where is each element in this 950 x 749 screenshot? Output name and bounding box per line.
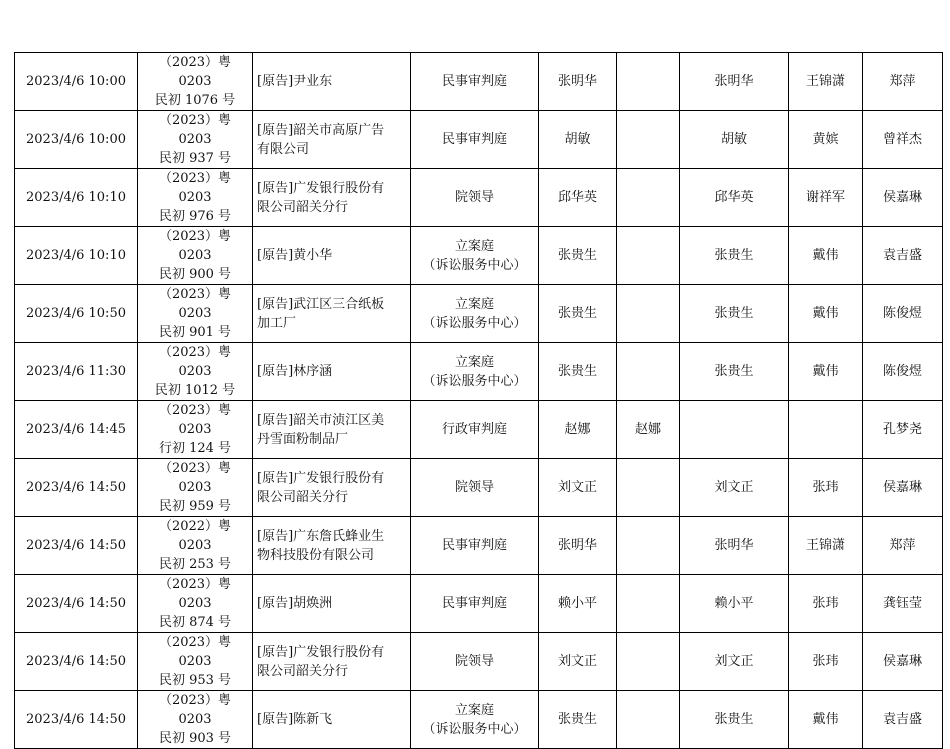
clerk-cell (863, 459, 943, 517)
case-number-cell (138, 343, 253, 401)
department-line1: 立案庭 (454, 238, 494, 254)
department-line1: 民事审判庭 (441, 538, 507, 553)
judge-2-cell (617, 343, 680, 401)
party-cell (253, 401, 411, 459)
case-number-line1: （2023）粤 0203 (158, 693, 232, 727)
clerk-cell (863, 169, 943, 227)
case-number-line2: 民初 1012 号 (154, 383, 236, 398)
clerk-cell (863, 633, 943, 691)
judge-2-cell (617, 169, 680, 227)
judge-4-cell (789, 111, 863, 169)
judge-3: 张明华 (714, 538, 754, 553)
judge-3-cell (680, 401, 789, 459)
presiding-judge: 邱华英 (557, 190, 597, 205)
judge-4: 张玮 (812, 596, 839, 611)
presiding-judge: 张明华 (557, 74, 597, 89)
department-line1: 立案庭 (454, 702, 494, 718)
judge-4-cell (789, 575, 863, 633)
judge-4: 戴伟 (812, 306, 839, 321)
clerk-cell (863, 227, 943, 285)
department-line1: 院领导 (454, 480, 494, 495)
clerk: 孔梦尧 (882, 422, 922, 437)
case-number-line1: （2022）粤 0203 (158, 519, 232, 553)
hearing-time-cell (15, 459, 138, 517)
hearing-time-cell (15, 633, 138, 691)
department-line2: （诉讼服务中心） (422, 257, 527, 273)
judge-4: 王锦潇 (805, 538, 845, 553)
party-line1: [原告]黄小华 (257, 248, 333, 263)
presiding-judge: 刘文正 (557, 480, 597, 495)
clerk-cell (863, 285, 943, 343)
hearing-time: 2023/4/6 14:50 (26, 654, 126, 669)
judge-3-cell (680, 285, 789, 343)
hearing-schedule-page (14, 52, 942, 749)
case-number-cell (138, 285, 253, 343)
table-row (15, 53, 943, 111)
case-number-line2: 民初 903 号 (158, 731, 232, 746)
party-cell (253, 633, 411, 691)
judge-4-cell (789, 285, 863, 343)
party-line1: [原告]胡焕洲 (257, 596, 333, 611)
judge-3: 张贵生 (714, 306, 754, 321)
department-cell (411, 401, 539, 459)
hearing-time: 2023/4/6 10:50 (26, 306, 126, 321)
judge-4-cell (789, 691, 863, 749)
hearing-time: 2023/4/6 14:50 (26, 596, 126, 611)
hearing-time: 2023/4/6 10:00 (26, 132, 126, 147)
hearing-time-cell (15, 227, 138, 285)
party-line1: [原告]陈新飞 (257, 712, 333, 727)
case-number-line2: 民初 900 号 (158, 267, 232, 282)
judge-3: 张贵生 (714, 248, 754, 263)
judge-2-cell (617, 111, 680, 169)
case-number-line2: 民初 253 号 (158, 557, 232, 572)
case-number-line2: 行初 124 号 (158, 441, 232, 456)
department-cell (411, 575, 539, 633)
department-line1: 立案庭 (454, 354, 494, 370)
party-cell (253, 53, 411, 111)
hearing-time-cell (15, 169, 138, 227)
judge-3: 赖小平 (714, 596, 754, 611)
hearing-time-cell (15, 285, 138, 343)
party-line1: [原告]韶关市浈江区美 (257, 412, 385, 428)
hearing-time: 2023/4/6 10:10 (26, 248, 126, 263)
judge-2-cell (617, 691, 680, 749)
department-cell (411, 227, 539, 285)
department-line2: （诉讼服务中心） (422, 721, 527, 737)
presiding-judge: 张贵生 (557, 364, 597, 379)
judge-4-cell (789, 169, 863, 227)
party-cell (253, 575, 411, 633)
case-number-line2: 民初 1076 号 (154, 93, 236, 108)
case-number-line2: 民初 937 号 (158, 151, 232, 166)
presiding-judge-cell (539, 111, 617, 169)
clerk: 郑萍 (889, 538, 916, 553)
department-line1: 民事审判庭 (441, 74, 507, 89)
party-cell (253, 111, 411, 169)
judge-3-cell (680, 459, 789, 517)
case-number-cell (138, 459, 253, 517)
clerk: 袁吉盛 (882, 712, 922, 727)
party-line2: 物科技股份有限公司 (257, 547, 375, 563)
judge-4: 王锦潇 (805, 74, 845, 89)
presiding-judge-cell (539, 517, 617, 575)
table-row (15, 111, 943, 169)
party-line1: [原告]广发银行股份有 (257, 644, 385, 660)
case-number-line1: （2023）粤 0203 (158, 577, 232, 611)
table-row (15, 633, 943, 691)
presiding-judge-cell (539, 575, 617, 633)
case-number-cell (138, 227, 253, 285)
judge-2-cell (617, 633, 680, 691)
judge-4-cell (789, 459, 863, 517)
table-row (15, 575, 943, 633)
case-number-line2: 民初 874 号 (158, 615, 232, 630)
party-line2: 限公司韶关分行 (257, 663, 349, 679)
judge-3: 张明华 (714, 74, 754, 89)
case-number-line2: 民初 901 号 (158, 325, 232, 340)
judge-4: 张玮 (812, 654, 839, 669)
clerk: 陈俊煜 (882, 364, 922, 379)
party-cell (253, 343, 411, 401)
case-number-line1: （2023）粤 0203 (158, 55, 232, 89)
clerk-cell (863, 401, 943, 459)
hearing-time-cell (15, 111, 138, 169)
judge-2: 赵娜 (634, 422, 661, 437)
judge-3-cell (680, 227, 789, 285)
presiding-judge-cell (539, 691, 617, 749)
department-cell (411, 169, 539, 227)
case-number-line1: （2023）粤 0203 (158, 287, 232, 321)
presiding-judge-cell (539, 169, 617, 227)
case-number-cell (138, 633, 253, 691)
presiding-judge-cell (539, 459, 617, 517)
party-line1: [原告]韶关市高原广告 (257, 122, 385, 138)
judge-4-cell (789, 401, 863, 459)
department-cell (411, 285, 539, 343)
hearing-time: 2023/4/6 14:50 (26, 712, 126, 727)
case-number-line1: （2023）粤 0203 (158, 461, 232, 495)
judge-3-cell (680, 53, 789, 111)
department-line1: 院领导 (454, 654, 494, 669)
case-number-cell (138, 691, 253, 749)
judge-2-cell (617, 53, 680, 111)
clerk-cell (863, 517, 943, 575)
hearing-time-cell (15, 343, 138, 401)
judge-2-cell (617, 575, 680, 633)
presiding-judge-cell (539, 401, 617, 459)
presiding-judge: 赵娜 (564, 422, 591, 437)
judge-4: 戴伟 (812, 364, 839, 379)
case-number-line1: （2023）粤 0203 (158, 113, 232, 147)
judge-3-cell (680, 169, 789, 227)
department-cell (411, 459, 539, 517)
judge-3: 张贵生 (714, 364, 754, 379)
party-line1: [原告]尹业东 (257, 74, 333, 89)
party-cell (253, 691, 411, 749)
party-line1: [原告]广发银行股份有 (257, 470, 385, 486)
department-line1: 民事审判庭 (441, 132, 507, 147)
party-cell (253, 459, 411, 517)
table-row (15, 459, 943, 517)
party-line2: 加工厂 (257, 315, 297, 331)
presiding-judge: 张明华 (557, 538, 597, 553)
clerk-cell (863, 53, 943, 111)
case-number-line2: 民初 959 号 (158, 499, 232, 514)
presiding-judge-cell (539, 285, 617, 343)
schedule-body (15, 53, 943, 749)
judge-3: 张贵生 (714, 712, 754, 727)
judge-4-cell (789, 517, 863, 575)
department-cell (411, 111, 539, 169)
judge-2-cell (617, 517, 680, 575)
hearing-time: 2023/4/6 11:30 (26, 364, 126, 379)
hearing-time-cell (15, 53, 138, 111)
presiding-judge: 胡敏 (564, 132, 591, 147)
case-number-line2: 民初 953 号 (158, 673, 232, 688)
department-line1: 院领导 (454, 190, 494, 205)
table-row (15, 343, 943, 401)
clerk-cell (863, 691, 943, 749)
judge-3-cell (680, 691, 789, 749)
presiding-judge-cell (539, 227, 617, 285)
department-line1: 民事审判庭 (441, 596, 507, 611)
judge-4: 张玮 (812, 480, 839, 495)
hearing-time-cell (15, 575, 138, 633)
case-number-line1: （2023）粤 0203 (158, 229, 232, 263)
judge-3-cell (680, 633, 789, 691)
judge-3: 刘文正 (714, 480, 754, 495)
table-row (15, 517, 943, 575)
judge-2-cell (617, 227, 680, 285)
department-cell (411, 691, 539, 749)
case-number-line1: （2023）粤 0203 (158, 171, 232, 205)
presiding-judge: 张贵生 (557, 306, 597, 321)
judge-3-cell (680, 343, 789, 401)
judge-4: 谢祥军 (805, 190, 845, 205)
hearing-time-cell (15, 517, 138, 575)
judge-3: 刘文正 (714, 654, 754, 669)
party-cell (253, 227, 411, 285)
party-line1: [原告]武江区三合纸板 (257, 296, 385, 312)
case-number-cell (138, 401, 253, 459)
judge-4: 戴伟 (812, 248, 839, 263)
party-line1: [原告]林序涵 (257, 364, 333, 379)
judge-2-cell (617, 459, 680, 517)
clerk-cell (863, 575, 943, 633)
party-line2: 丹雪面粉制品厂 (257, 431, 349, 447)
judge-3: 胡敏 (720, 132, 747, 147)
judge-3-cell (680, 517, 789, 575)
judge-3-cell (680, 111, 789, 169)
case-number-cell (138, 575, 253, 633)
clerk-cell (863, 343, 943, 401)
presiding-judge-cell (539, 53, 617, 111)
judge-3-cell (680, 575, 789, 633)
presiding-judge: 张贵生 (557, 712, 597, 727)
judge-2-cell (617, 401, 680, 459)
judge-4-cell (789, 633, 863, 691)
party-line2: 限公司韶关分行 (257, 199, 349, 215)
department-line2: （诉讼服务中心） (422, 315, 527, 331)
case-number-cell (138, 111, 253, 169)
party-line1: [原告]广发银行股份有 (257, 180, 385, 196)
clerk: 侯嘉琳 (882, 480, 922, 495)
judge-3: 邱华英 (714, 190, 754, 205)
party-cell (253, 169, 411, 227)
clerk: 龚钰莹 (882, 596, 922, 611)
judge-4: 黄嫔 (812, 132, 839, 147)
judge-4-cell (789, 227, 863, 285)
clerk: 袁吉盛 (882, 248, 922, 263)
hearing-time: 2023/4/6 10:00 (26, 74, 126, 89)
hearing-time: 2023/4/6 14:45 (26, 422, 126, 437)
department-cell (411, 517, 539, 575)
judge-4-cell (789, 53, 863, 111)
party-line1: [原告]广东詹氏蜂业生 (257, 528, 385, 544)
hearing-schedule-table (14, 52, 943, 749)
party-cell (253, 285, 411, 343)
case-number-line2: 民初 976 号 (158, 209, 232, 224)
table-row (15, 401, 943, 459)
presiding-judge-cell (539, 343, 617, 401)
clerk: 曾祥杰 (882, 132, 922, 147)
department-line1: 行政审判庭 (441, 422, 507, 437)
clerk: 侯嘉琳 (882, 190, 922, 205)
department-line2: （诉讼服务中心） (422, 373, 527, 389)
hearing-time: 2023/4/6 14:50 (26, 538, 126, 553)
table-row (15, 227, 943, 285)
case-number-line1: （2023）粤 0203 (158, 345, 232, 379)
case-number-line1: （2023）粤 0203 (158, 403, 232, 437)
department-line1: 立案庭 (454, 296, 494, 312)
clerk-cell (863, 111, 943, 169)
presiding-judge: 刘文正 (557, 654, 597, 669)
presiding-judge: 赖小平 (557, 596, 597, 611)
case-number-line1: （2023）粤 0203 (158, 635, 232, 669)
party-line2: 有限公司 (257, 141, 310, 157)
hearing-time-cell (15, 401, 138, 459)
clerk: 侯嘉琳 (882, 654, 922, 669)
judge-2-cell (617, 285, 680, 343)
table-row (15, 285, 943, 343)
hearing-time: 2023/4/6 14:50 (26, 480, 126, 495)
hearing-time-cell (15, 691, 138, 749)
clerk: 郑萍 (889, 74, 916, 89)
judge-4-cell (789, 343, 863, 401)
department-cell (411, 53, 539, 111)
case-number-cell (138, 517, 253, 575)
case-number-cell (138, 53, 253, 111)
presiding-judge: 张贵生 (557, 248, 597, 263)
table-row (15, 169, 943, 227)
hearing-time: 2023/4/6 10:10 (26, 190, 126, 205)
party-line2: 限公司韶关分行 (257, 489, 349, 505)
department-cell (411, 633, 539, 691)
clerk: 陈俊煜 (882, 306, 922, 321)
presiding-judge-cell (539, 633, 617, 691)
department-cell (411, 343, 539, 401)
judge-4: 戴伟 (812, 712, 839, 727)
party-cell (253, 517, 411, 575)
table-row (15, 691, 943, 749)
case-number-cell (138, 169, 253, 227)
